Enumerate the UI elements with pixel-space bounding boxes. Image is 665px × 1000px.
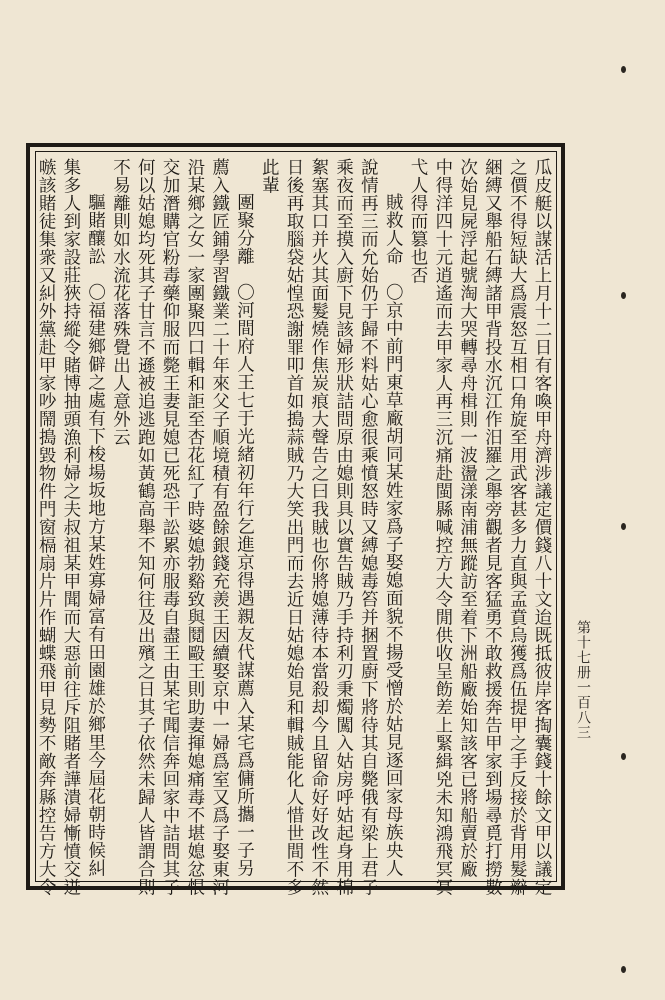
text-column: 此輩 — [259, 158, 280, 194]
article-heading-column: 驅賭釀訟 〇福建鄉僻之處有下梭場坂地方某姓寡婦富有田園雄於鄉里今屆花朝時候糾 — [85, 193, 106, 877]
text-column: 交加潛購官粉毒藥仰服而斃王妻見媳已死恐干訟累亦服毒自盡王由某宅聞信奔回家中詰問其子 — [160, 158, 181, 896]
binding-hole-mark — [621, 523, 626, 530]
text-column: 之價不得短缺大爲震怒互相口角旋至用武客甚多力直與孟賁烏獲爲伍提甲之手反接於背用髮辮 — [507, 158, 528, 896]
text-column: 中得洋四十元逍遙而去甲家人再三沉痛赴閩縣喊控方大令閒供收呈飭差上緊緝兇未知鴻飛冥冥 — [432, 158, 453, 896]
text-column: 集多人到家設莊狹持縱令賭博抽頭漁利婦之夫叔祖某甲聞而大惡前往斥阻賭者譁潰婦慚憤交迸 — [60, 158, 81, 896]
text-column: 日後再取腦袋姑惶恐謝罪叩首如搗蒜賊乃大笑出門而去近日姑媳始見和輯賊能化人惜世間不多 — [284, 158, 305, 896]
binding-hole-mark — [621, 292, 626, 299]
text-column: 沿某鄉之女一家團聚四口輯和詎至杏花紅了時婆媳勃谿致與鬩毆王則助妻揮媳痛毒不堪媳忿恨 — [184, 158, 205, 896]
text-column: 嗾該賭徒集衆又糾外黨赴甲家吵鬧搗毀物件門窗槅扇片片作蝴蝶飛甲見勢不敵奔縣控告方大令 — [36, 158, 57, 896]
text-column: 弋人得而篡也否 — [408, 158, 429, 284]
text-column: 綑縛又舉船石縛諸甲背投水沉江作汨羅之舉旁觀者見客猛勇不敢救援奔告甲家到場尋覓打撈數 — [482, 158, 503, 896]
text-column: 瓜皮艇以謀活上月十二日有客喚甲舟濟涉議定價錢八十文迨既抵彼岸客掏囊錢十餘文甲以議定 — [532, 158, 552, 896]
text-column: 何以姑媳均死其子甘言不遜被追逃跑如黃鶴高舉不知何往及出殯之日其子依然未歸人皆謂合則 — [135, 158, 156, 896]
article-heading-column: 賊救人命 〇京中前門東草廠胡同某姓家爲子娶媳面貌不揚受憎於姑見逐回家母族央人 — [383, 193, 404, 877]
article-heading-column: 團聚分離 〇河間府人王七于光緒初年行乞進京得遇親友代謀薦入某宅爲傭所攜一子另 — [234, 193, 255, 877]
body-text — [36, 158, 554, 896]
text-column: 薦入鐵匠鋪學習鐵業二十年來父子順境積有盈餘銀錢充羨王因續娶京中一婦爲室又爲子娶東河 — [209, 158, 230, 896]
binding-hole-mark — [621, 753, 626, 760]
text-column: 不易離則如水流花落殊覺出人意外云 — [110, 158, 131, 446]
binding-hole-mark — [621, 66, 626, 73]
text-column: 說情再三而允始仍于歸不料姑心愈很乘憤怒時又縛媳毒笞并捆置廚下將待其自斃俄有梁上君子 — [358, 158, 379, 896]
text-column: 乘夜而至摸入廚下見該婦形狀詰問原由媳則具以實告賊乃手持利刃秉燭闖入姑房呼姑起身用棉 — [333, 158, 354, 896]
text-column: 絮塞其口并火其面髮燒作焦炭痕大聲告之曰我賊也你將媳薄待本當殺却今且留命好好改性不然 — [308, 158, 329, 896]
binding-hole-mark — [621, 966, 626, 973]
page-label: 第十七册一百八三 — [575, 620, 591, 740]
text-column: 次始見屍浮起號淘大哭轉尋舟楫則一波盪漾南浦無蹤訪至着下洲船廠始知該客已將船賣於廠 — [457, 158, 478, 878]
